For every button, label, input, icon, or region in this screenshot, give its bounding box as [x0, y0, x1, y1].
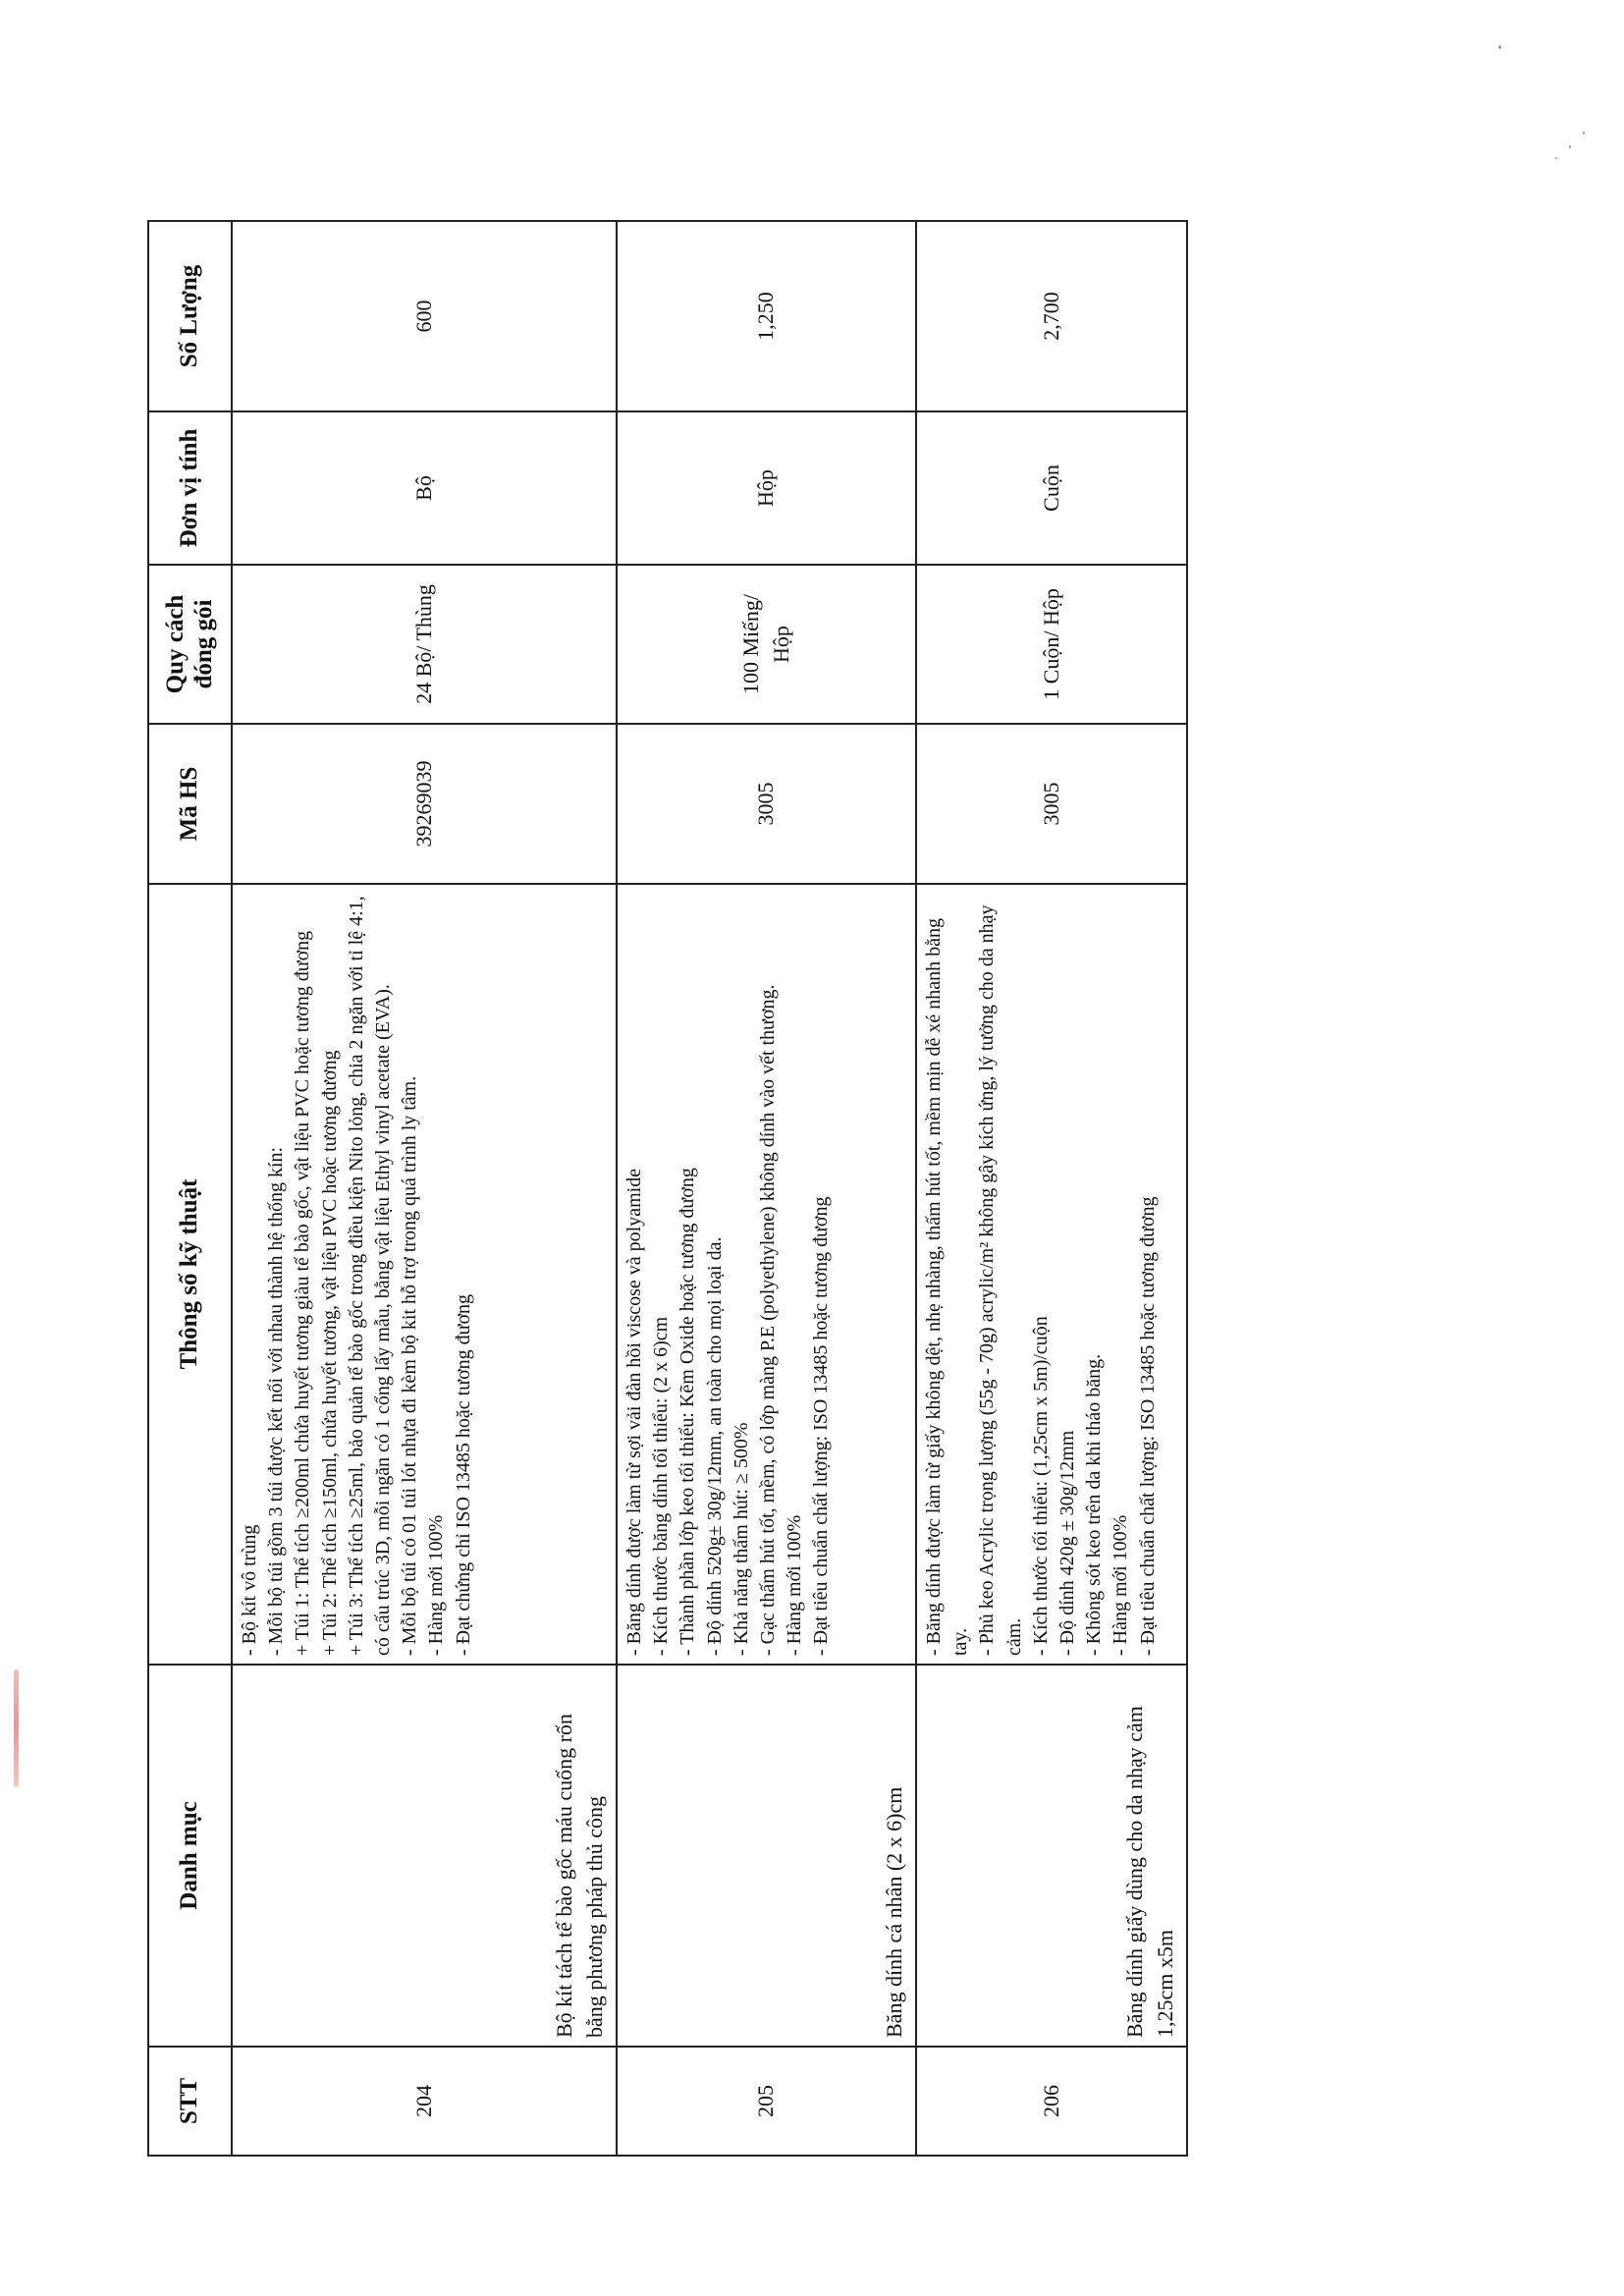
row-stt: 205: [617, 2047, 916, 2156]
spec-line: + Túi 2: Thể tích ≥150ml, chứa huyết tương, vật liệu PVC hoặc tương đương: [318, 1050, 341, 1656]
table-row: [916, 221, 1187, 2156]
row-name: Bộ kít tách tế bào gốc máu cuống rốn bằng phương pháp thủ công: [232, 1665, 617, 2047]
spec-line: - Đạt chứng chỉ ISO 13485 hoặc tương đương: [452, 1293, 474, 1656]
table-header-row: [148, 221, 232, 2156]
row-pack: 24 Bộ/ Thùng: [232, 565, 617, 724]
spec-table: [147, 220, 1188, 2157]
spec-line: - Hàng mới 100%: [784, 1514, 806, 1656]
header-hs: Mã HS: [148, 724, 232, 884]
row-hs: 39269039: [232, 724, 617, 884]
header-name: Danh mục: [148, 1665, 232, 2047]
row-qty: 2,700: [916, 221, 1187, 411]
row-stt: 206: [916, 2047, 1187, 2156]
row-hs: 3005: [617, 724, 916, 884]
spec-line: - Hàng mới 100%: [1110, 1514, 1132, 1656]
row-qty: 600: [232, 221, 617, 411]
spec-line: + Túi 1: Thể tích ≥200ml chứa huyết tương giàu tế bào gốc, vật liệu PVC hoặc tương đương: [292, 930, 314, 1656]
row-unit: Cuộn: [916, 411, 1187, 565]
header-pack: Quy cách đóng gói: [148, 565, 232, 724]
spec-line: - Độ dính 420g ± 30g/12mm: [1056, 1430, 1078, 1656]
row-pack: 1 Cuộn/ Hộp: [916, 565, 1187, 724]
header-unit: Đơn vị tính: [148, 411, 232, 565]
row-pack: 100 Miếng/ Hộp: [617, 565, 916, 724]
spec-line: - Kích thước băng dính tối thiểu: (2 x 6)cm: [650, 1316, 673, 1656]
spec-line: - Băng dính được làm từ sợi vải đàn hồi viscose và polyamide: [623, 1168, 645, 1656]
spec-line: - Đạt tiêu chuẩn chất lượng: ISO 13485 hoặc tương đương: [1136, 1196, 1159, 1656]
spec-line: - Mỗi bộ túi có 01 túi lót nhựa đi kèm bộ kit hỗ trợ trong quá trình ly tâm.: [399, 1075, 421, 1656]
spec-line: + Túi 3: Thể tích ≥25ml, bảo quản tế bào gốc trong điều kiện Nito lỏng, chia 2 ngăn với tỉ lệ 4:1, có cấu trúc 3D, mỗi ngăn có 1 cổng lấy mẫu, bằng vật liệu Ethyl vinyl acetate (EVA).: [345, 896, 394, 1656]
row-hs: 3005: [916, 724, 1187, 884]
spec-line: - Gạc thấm hút tốt, mềm, có lớp màng P.E (polyethylene) không dính vào vết thương.: [756, 984, 779, 1656]
table-row: [617, 221, 916, 2156]
row-name: Băng dính giấy dùng cho da nhạy cảm 1,25cm x5m: [916, 1665, 1187, 2047]
row-unit: Hộp: [617, 411, 916, 565]
spec-line: - Khả năng thấm hút: ≥ 500%: [730, 1422, 752, 1656]
spec-line: - Băng dính được làm từ giấy không dệt, nhẹ nhàng, thấm hút tốt, mềm mịn dễ xé nhanh bằng tay.: [923, 917, 972, 1656]
row-unit: Bộ: [232, 411, 617, 565]
header-stt: STT: [148, 2047, 232, 2156]
spec-line: - Độ dính 520g± 30g/12mm, an toàn cho mọi loại da.: [703, 1236, 726, 1656]
spec-line: - Thành phần lớp keo tối thiểu: Kẽm Oxide hoặc tương đương: [677, 1168, 699, 1656]
row-name: Băng dính cá nhân (2 x 6)cm: [617, 1665, 916, 2047]
row-spec: [232, 884, 617, 1665]
spec-line: - Đạt tiêu chuẩn chất lượng: ISO 13485 hoặc tương đương: [810, 1196, 833, 1656]
rotated-page: [0, 175, 1624, 2296]
header-spec: Thông số kỹ thuật: [148, 884, 232, 1665]
spec-line: - Phủ keo Acrylic trọng lượng (55g - 70g) acrylic/m² không gây kích ứng, lý tưởng cho da nhạy cảm.: [976, 904, 1025, 1656]
spec-line: - Kích thước tối thiểu: (1,25cm x 5m)/cuộn: [1029, 1316, 1052, 1656]
row-spec: [617, 884, 916, 1665]
spec-line: - Hàng mới 100%: [425, 1514, 448, 1656]
table-row: [232, 221, 617, 2156]
spec-line: - Không sót keo trên da khi tháo băng.: [1083, 1353, 1106, 1656]
header-qty: Số Lượng: [148, 221, 232, 411]
row-stt: 204: [232, 2047, 617, 2156]
spec-line: - Mỗi bộ túi gồm 3 túi được kết nối với nhau thành hệ thống kín:: [265, 1146, 288, 1656]
row-spec: [916, 884, 1187, 1665]
row-qty: 1,250: [617, 221, 916, 411]
spec-line: - Bộ kít vô trùng: [239, 1524, 260, 1656]
